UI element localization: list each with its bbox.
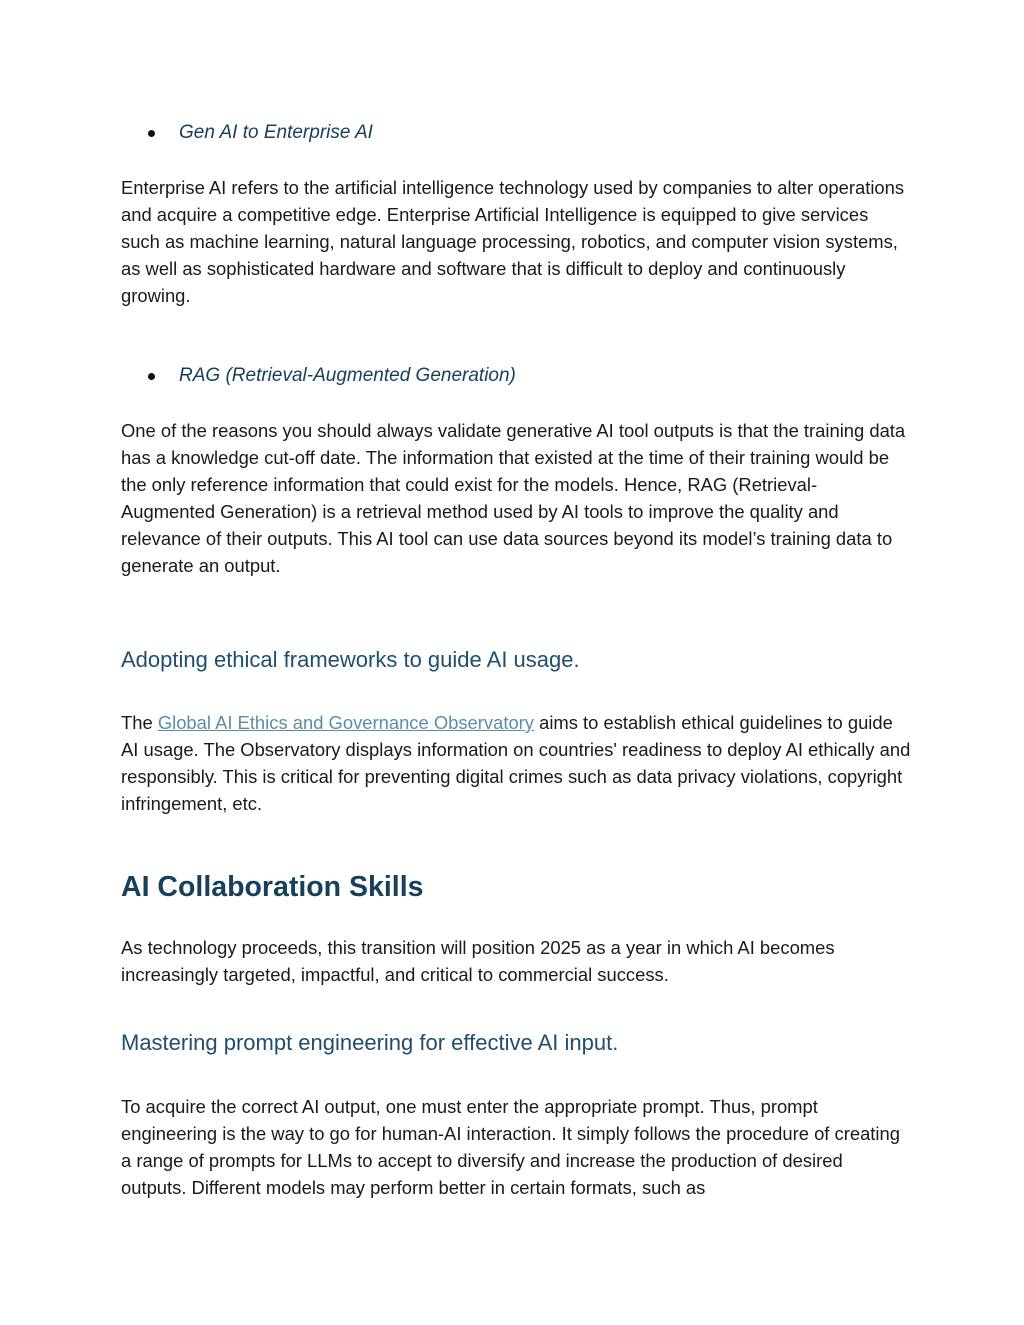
- paragraph-observatory: [121, 709, 911, 817]
- bullet-gen-ai-text: Gen AI to Enterprise AI: [179, 122, 373, 143]
- heading-ethical-frameworks: Adopting ethical frameworks to guide AI usage.: [121, 647, 580, 672]
- bullet-rag: [148, 364, 516, 388]
- heading-prompt-engineering: Mastering prompt engineering for effective AI input.: [121, 1030, 619, 1055]
- paragraph-rag: One of the reasons you should always validate generative AI tool outputs is that the training data has a knowledge cut-off date. The information that existed at the time of their training would be the only reference information that could exist for the models. Hence, RAG (Retrieval-Augmented Generation) is a retrieval method used by AI tools to improve the quality and relevance of their outputs. This AI tool can use data sources beyond its model’s training data to generate an output.: [121, 420, 906, 576]
- heading-ai-collaboration-skills: AI Collaboration Skills: [121, 871, 424, 903]
- paragraph-collaboration: As technology proceeds, this transition will position 2025 as a year in which AI becomes increasingly targeted, impactful, and critical to commercial success.: [121, 937, 835, 985]
- paragraph-enterprise-ai: Enterprise AI refers to the artificial intelligence technology used by companies to alter operations and acquire a competitive edge. Enterprise Artificial Intelligence is equipped to give services such as machine learning, natural language processing, robotics, and computer vision systems, as well as sophisticated hardware and software that is difficult to deploy and continuously growing.: [121, 177, 905, 306]
- observatory-link[interactable]: Global AI Ethics and Governance Observatory: [157, 712, 534, 733]
- bullet-gen-ai: [148, 121, 373, 145]
- bullet-dot-icon: [148, 130, 155, 137]
- bullet-rag-text: RAG (Retrieval-Augmented Generation): [179, 365, 516, 386]
- bullet-dot-icon: [148, 373, 155, 380]
- paragraph-prompt-engineering: To acquire the correct AI output, one must enter the appropriate prompt. Thus, prompt engineering is the way to go for human-AI interaction. It simply follows the procedure of creating a range of prompts for LLMs to accept to diversify and increase the production of desired outputs. Different models may perform better in certain formats, such as: [121, 1096, 900, 1198]
- observatory-suffix: aims to establish ethical guidelines to guide AI usage. The Observatory displays information on countries' readiness to deploy AI ethically and responsibly. This is critical for preventing digital crimes such as data privacy violations, copyright infringement, etc.: [121, 712, 911, 814]
- observatory-prefix: The: [121, 712, 158, 733]
